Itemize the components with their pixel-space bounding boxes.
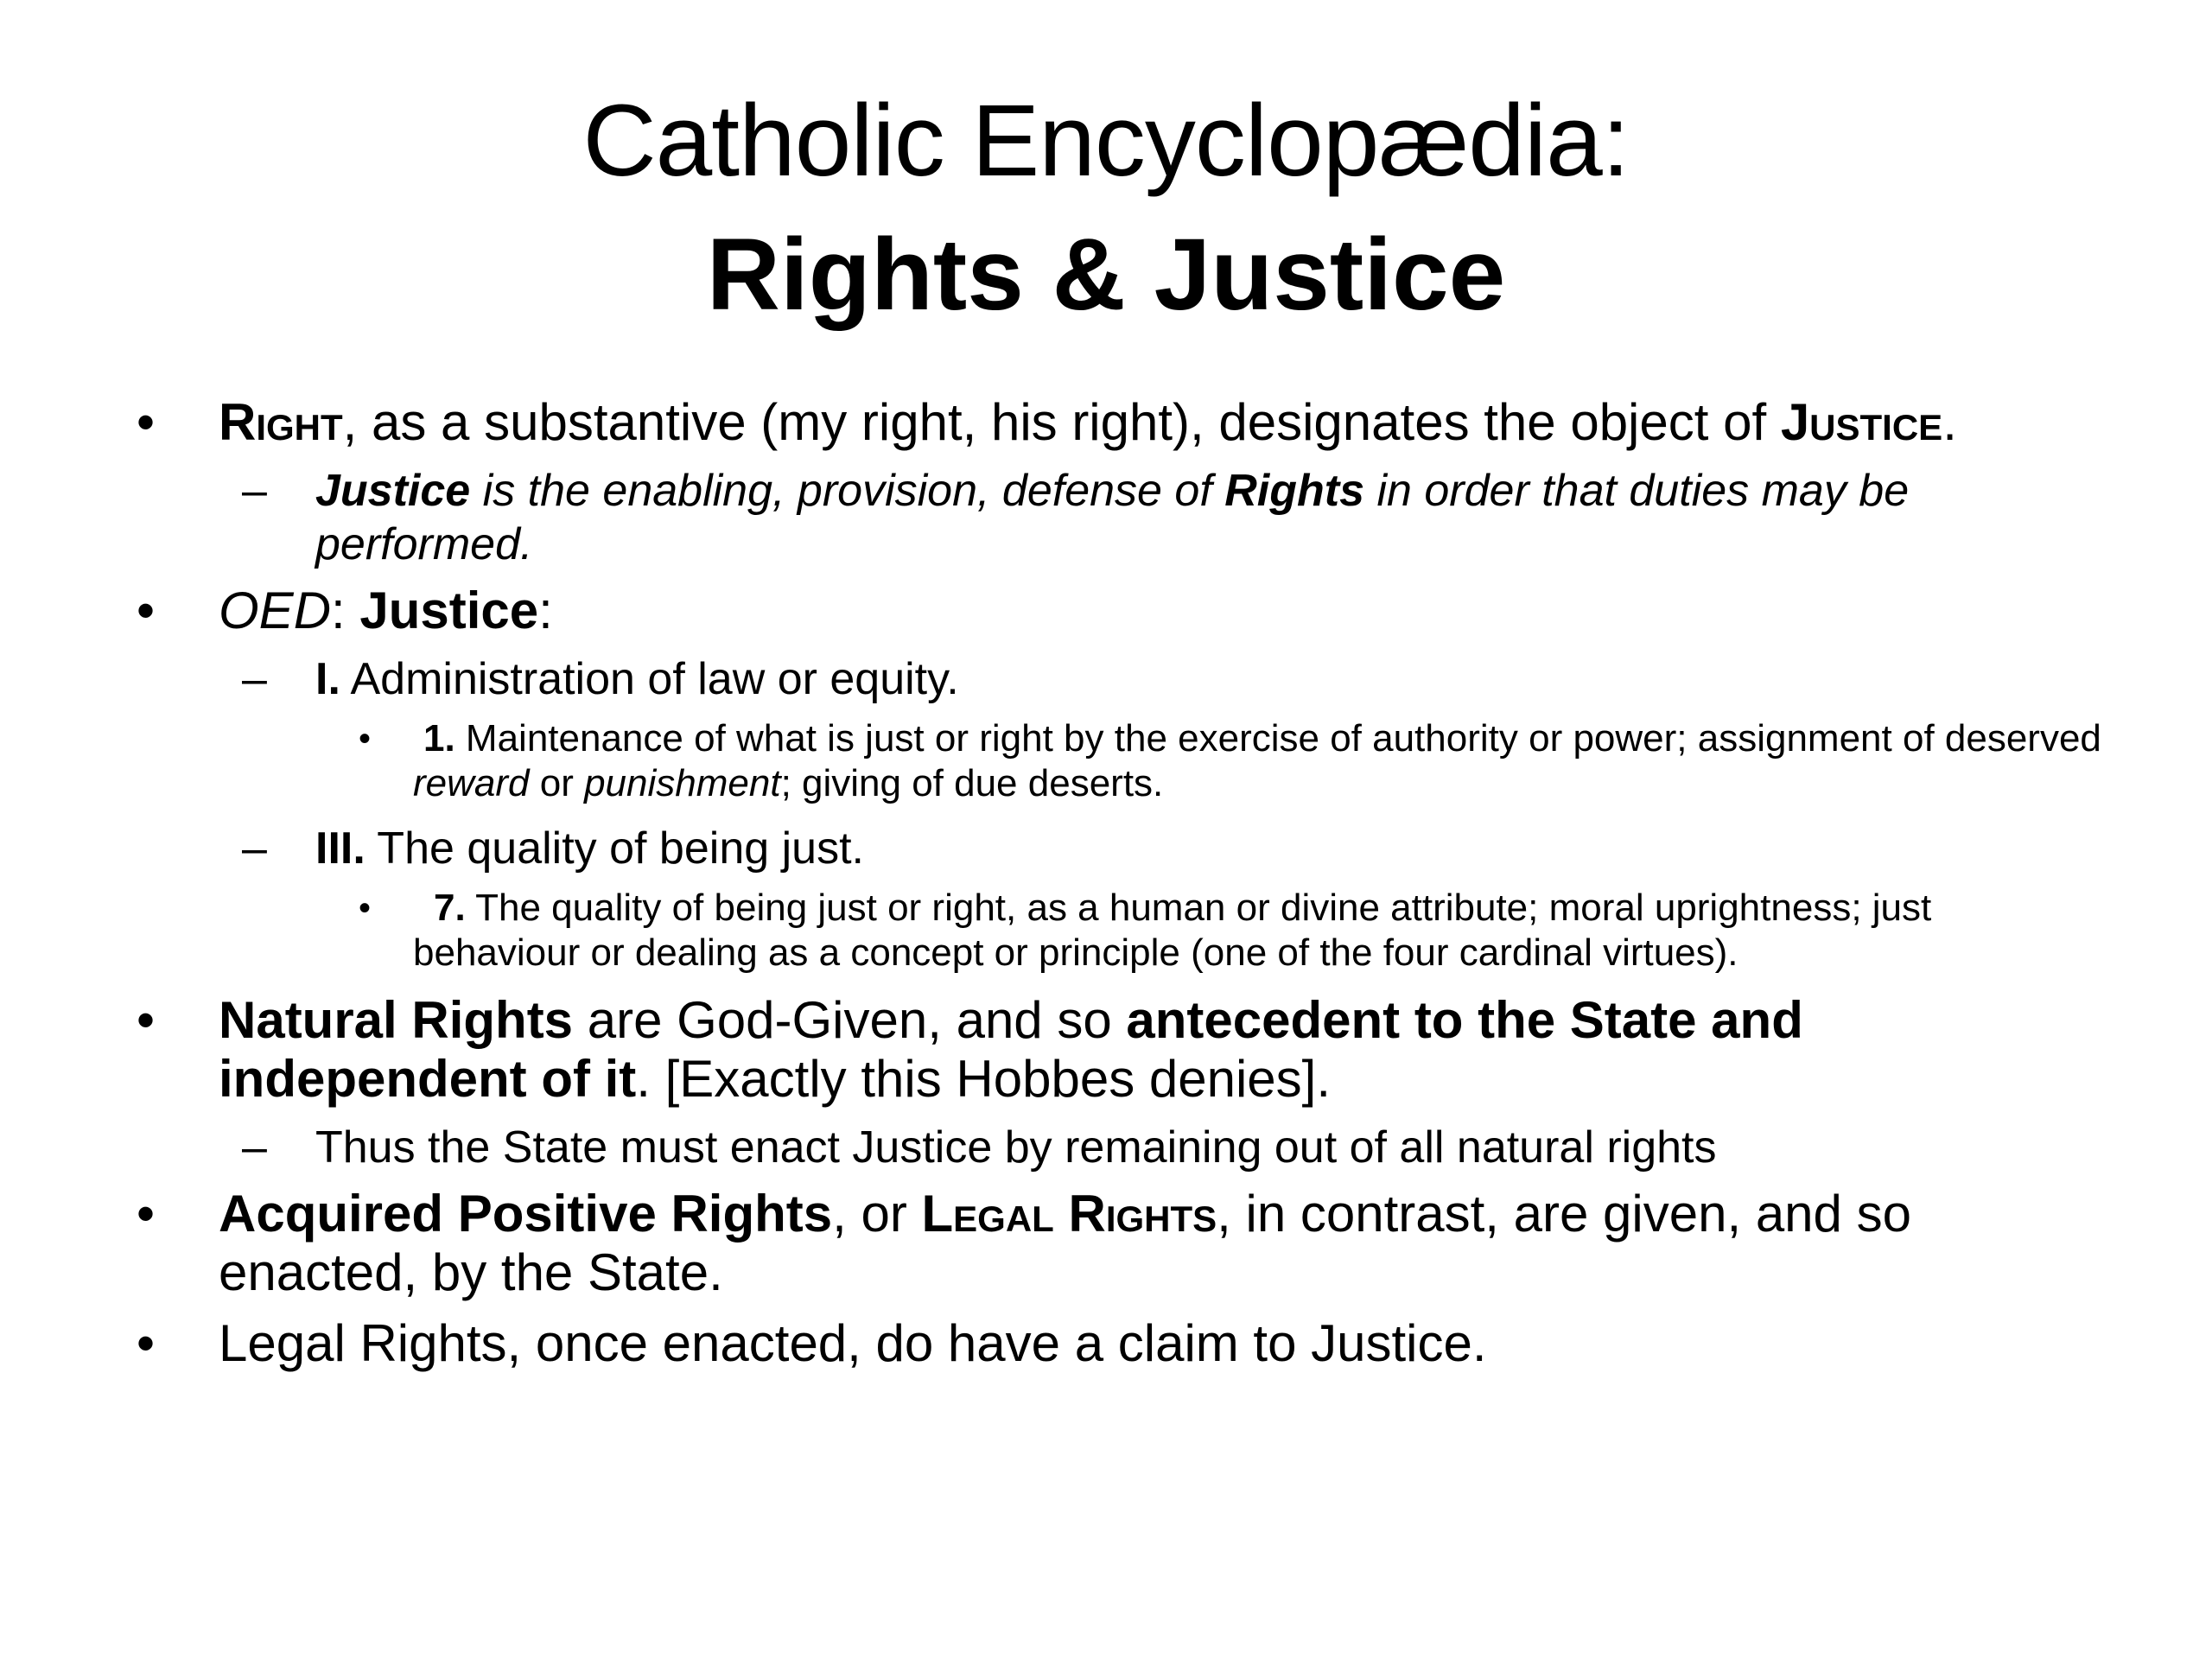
text: : (331, 582, 360, 639)
definition-number: 7. (434, 887, 466, 929)
text: . (1942, 393, 1957, 451)
term-punishment: punishment (584, 762, 781, 804)
section-number: I. (315, 654, 340, 704)
title-line-2: Rights & Justice (706, 218, 1506, 332)
sub-bullet-administration (130, 652, 2108, 706)
bullet-oed-justice (130, 582, 2108, 640)
text: : (538, 582, 553, 639)
sub-sub-bullet-maintenance (130, 716, 2108, 806)
text: Legal Rights, once enacted, do have a claim to Justice. (219, 1314, 1487, 1372)
bullet-marker: • (359, 720, 372, 758)
text: or (529, 762, 585, 804)
text: , as a substantive (my right, his right), designates the object of (342, 393, 1781, 451)
bullet-acquired-rights (130, 1185, 2108, 1302)
sub-bullet-justice-definition (130, 464, 2108, 571)
dash-marker: – (242, 823, 267, 874)
term-antecedent: antecedent to the State and independent of it (219, 991, 1803, 1108)
dash-marker: – (242, 654, 267, 704)
section-number: III. (315, 823, 365, 874)
text: are God-Given, and so (573, 991, 1127, 1049)
text: . [Exactly this Hobbes denies]. (636, 1050, 1332, 1108)
bullet-marker: • (359, 889, 372, 927)
term-natural-rights: Natural Rights (219, 991, 574, 1049)
term-legal-rights: Legal Rights (921, 1185, 1217, 1243)
sub-bullet-state-enact (130, 1121, 2108, 1174)
bullet-marker: • (137, 1314, 156, 1372)
term-reward: reward (413, 762, 530, 804)
term-oed: OED (219, 582, 332, 639)
text: is the enabling, provision, defense of (470, 466, 1225, 516)
title-line-1: Catholic Encyclopædia: (582, 84, 1630, 198)
text: ; giving of due deserts. (780, 762, 1164, 804)
bullet-marker: • (137, 1185, 156, 1243)
term-justice: Justice (359, 582, 539, 639)
text: in order that duties may be performed. (315, 466, 1910, 569)
text: , in contrast, are given, and so enacted, by the State. (219, 1185, 1911, 1301)
term-right: Right (219, 393, 343, 451)
term-justice: Justice (1780, 393, 1943, 451)
bullet-marker: • (137, 393, 156, 451)
text: The quality of being just. (365, 823, 864, 874)
text: , or (832, 1185, 922, 1243)
term-justice: Justice (315, 466, 471, 516)
bullet-legal-rights-claim (130, 1314, 2108, 1373)
text: Administration of law or equity. (340, 654, 959, 704)
slide-title (0, 76, 2212, 344)
bullet-right-definition (130, 393, 2108, 452)
text: Maintenance of what is just or right by the exercise of authority or power; assignment of deserved (454, 717, 2101, 760)
definition-number: 1. (423, 717, 455, 760)
bullet-natural-rights (130, 991, 2108, 1109)
sub-bullet-quality (130, 822, 2108, 875)
slide-body (130, 393, 2108, 1385)
text: Thus the State must enact Justice by remaining out of all natural rights (315, 1122, 1717, 1173)
dash-marker: – (242, 466, 267, 516)
term-acquired-positive-rights: Acquired Positive Rights (219, 1185, 833, 1243)
bullet-marker: • (137, 582, 156, 639)
text: The quality of being just or right, as a human or divine attribute; moral uprightness; just behaviour or dealing as a concept or principle (one of the four cardinal virtues). (413, 887, 1932, 974)
term-rights: Rights (1224, 466, 1364, 516)
sub-sub-bullet-quality-definition (130, 886, 2108, 976)
bullet-marker: • (137, 991, 156, 1049)
dash-marker: – (242, 1122, 267, 1173)
